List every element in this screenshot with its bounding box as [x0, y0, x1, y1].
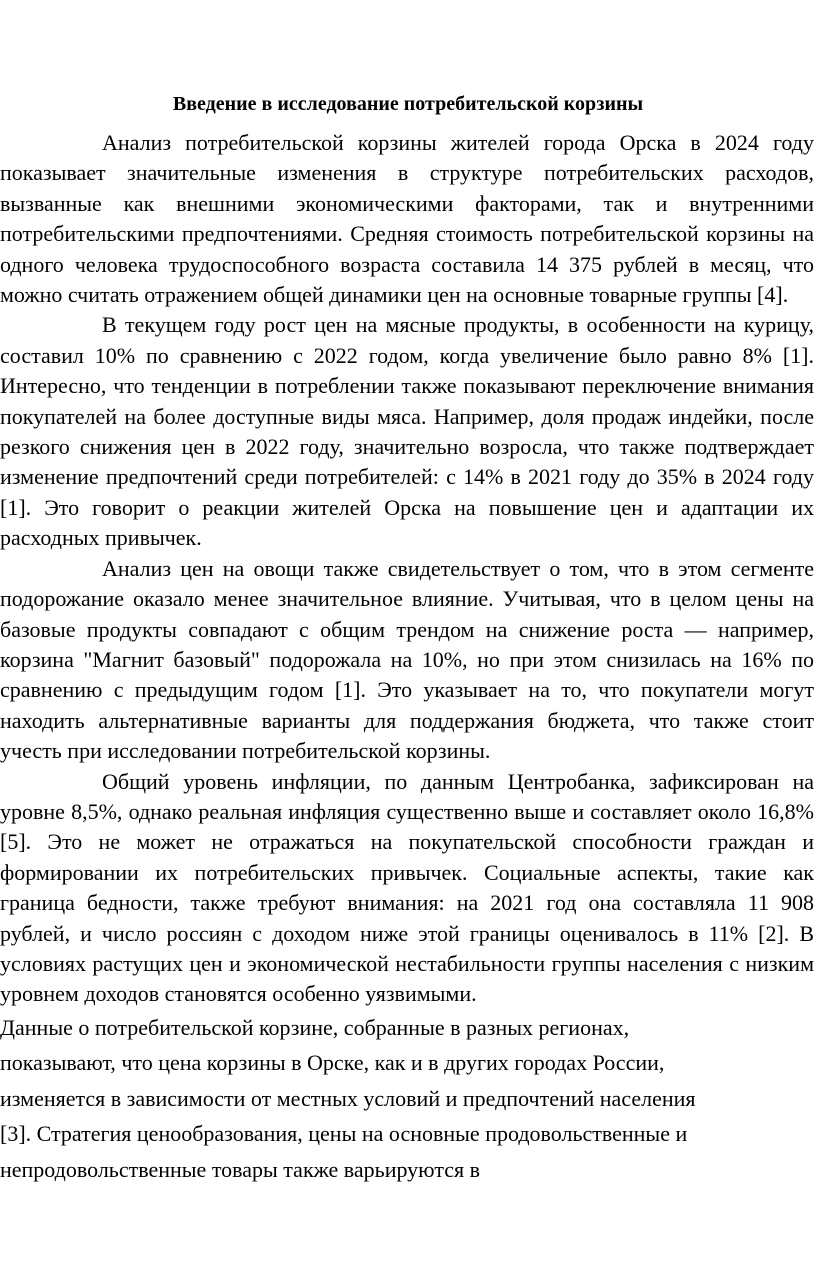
text-line: показывают, что цена корзины в Орске, как и в других городах России, [0, 1050, 665, 1076]
paragraph-inflation: Общий уровень инфляции, по данным Центробанка, зафиксирован на уровне 8,5%, однако реальная инфляция существенно выше и составляет около 16,8% [5]. Это не может не отражаться на покупательской способности граждан и формировании их потребительских привычек. Социальные аспекты, такие как граница бедности, также требуют внимания: на 2021 год она составляла 11 908 рублей, и число россиян с доходом ниже этой границы оценивалось в 11% [2]. В условиях растущих цен и экономической нестабильности группы населения с низким уровнем доходов становятся особенно уязвимыми. [0, 768, 814, 1007]
text-line: [3]. Стратегия ценообразования, цены на основные продовольственные и [0, 1121, 688, 1147]
text-line: непродовольственные товары также варьируются в [0, 1156, 480, 1182]
text-line: изменяется в зависимости от местных условий и предпочтений населения [0, 1085, 696, 1111]
paragraph-regional-data [0, 1010, 814, 1188]
document-body [0, 128, 814, 1187]
document-title: Введение в исследование потребительской корзины [172, 93, 644, 115]
text-line: Данные о потребительской корзине, собранные в разных регионах, [0, 1014, 630, 1040]
paragraph-vegetable-prices: Анализ цен на овощи также свидетельствует о том, что в этом сегменте подорожание оказало менее значительное влияние. Учитывая, что в целом цены на базовые продукты совпадают с общим трендом на снижение роста — например, корзина "Магнит базовый" подорожала на 10%, но при этом снизилась на 16% по сравнению с предыдущим годом [1]. Это указывает на то, что покупатели могут находить альтернативные варианты для поддержания бюджета, что также стоит учесть при исследовании потребительской корзины. [0, 555, 814, 764]
paragraph-intro: Анализ потребительской корзины жителей города Орска в 2024 году показывает значительные изменения в структуре потребительских расходов, вызванные как внешними экономическими факторами, так и внутренними потребительскими предпочтениями. Средняя стоимость потребительской корзины на одного человека трудоспособного возраста составила 14 375 рублей в месяц, что можно считать отражением общей динамики цен на основные товарные группы [4]. [0, 130, 814, 308]
paragraph-meat-prices: В текущем году рост цен на мясные продукты, в особенности на курицу, составил 10% по сравнению с 2022 годом, когда увеличение было равно 8% [1]. Интересно, что тенденции в потреблении также показывают переключение внимания покупателей на более доступные виды мяса. Например, доля продаж индейки, после резкого снижения цен в 2022 году, значительно возросла, что также подтверждает изменение предпочтений среди потребителей: с 14% в 2021 году до 35% в 2024 году [1]. Это говорит о реакции жителей Орска на повышение цен и адаптации их расходных привычек. [0, 312, 814, 551]
